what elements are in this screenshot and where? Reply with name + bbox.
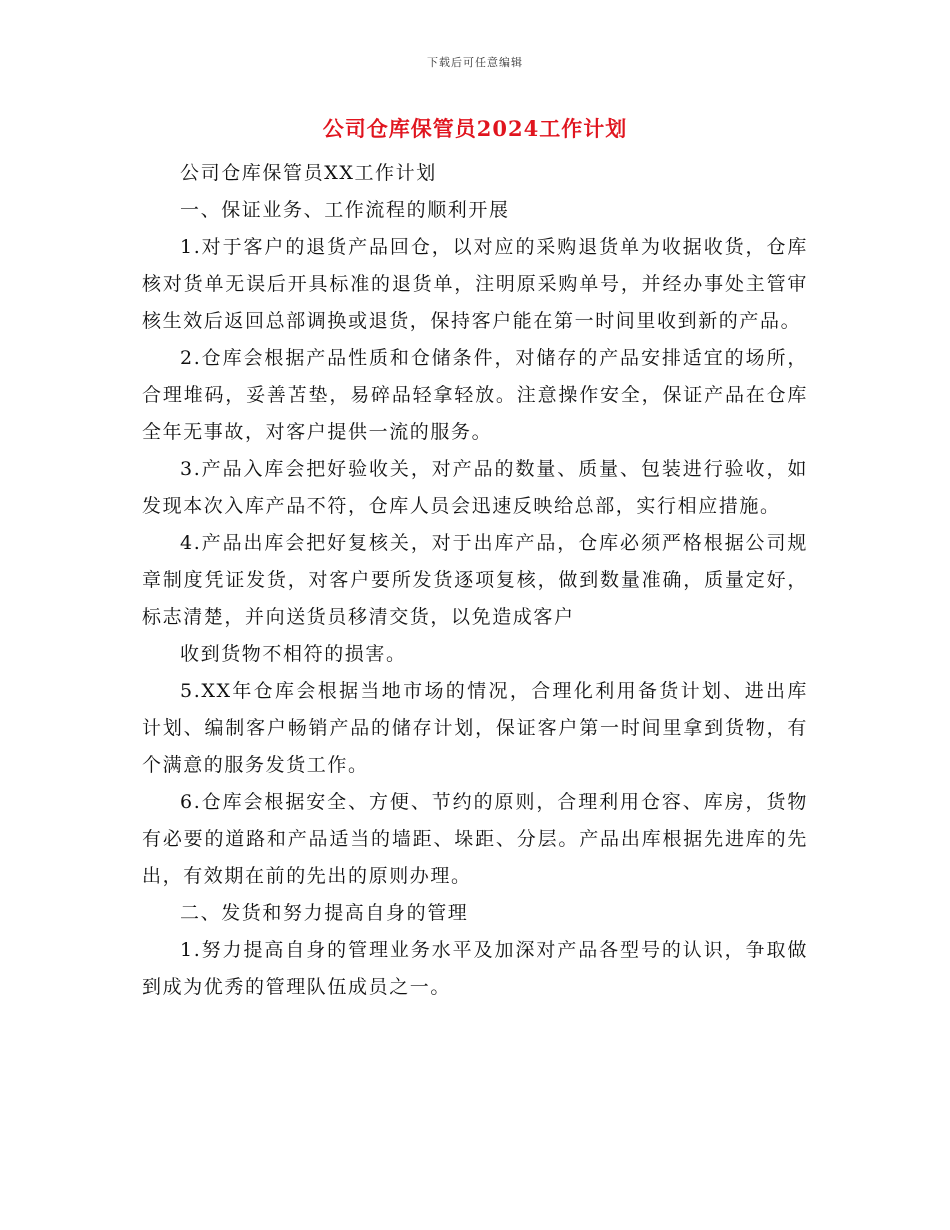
paragraph-continuation: 收到货物不相符的损害。 <box>180 643 407 665</box>
section-heading-1: 一、保证业务、工作流程的顺利开展 <box>180 199 510 221</box>
document-title: 公司仓库保管员2024工作计划 <box>322 116 628 141</box>
paragraph: 2.仓库会根据产品性质和仓储条件，对储存的产品安排适宜的场所，合理堆码，妥善苫垫，易碎品轻拿轻放。注意操作安全，保证产品在仓库全年无事故，对客户提供一流的服务。 <box>142 347 808 443</box>
section-heading-2: 二、发货和努力提高自身的管理 <box>180 902 469 924</box>
header-note: 下载后可任意编辑 <box>427 56 523 69</box>
document-body <box>142 155 808 1006</box>
paragraph: 5.XX年仓库会根据当地市场的情况，合理化利用备货计划、进出库计划、编制客户畅销产品的储存计划，保证客户第一时间里拿到货物，有个满意的服务发货工作。 <box>142 680 808 776</box>
paragraph: 6.仓库会根据安全、方便、节约的原则，合理利用仓容、库房，货物有必要的道路和产品适当的墙距、垛距、分层。产品出库根据先进库的先出，有效期在前的先出的原则办理。 <box>142 791 808 887</box>
paragraph: 1.努力提高自身的管理业务水平及加深对产品各型号的认识，争取做到成为优秀的管理队伍成员之一。 <box>142 939 808 998</box>
paragraph-subtitle: 公司仓库保管员XX工作计划 <box>180 162 437 184</box>
paragraph: 4.产品出库会把好复核关，对于出库产品，仓库必须严格根据公司规章制度凭证发货，对客户要所发货逐项复核，做到数量准确，质量定好，标志清楚，并向送货员移清交货，以免造成客户 <box>142 532 808 628</box>
paragraph: 3.产品入库会把好验收关，对产品的数量、质量、包装进行验收，如发现本次入库产品不符，仓库人员会迅速反映给总部，实行相应措施。 <box>142 458 808 517</box>
paragraph: 1.对于客户的退货产品回仓，以对应的采购退货单为收据收货，仓库核对货单无误后开具标准的退货单，注明原采购单号，并经办事处主管审核生效后返回总部调换或退货，保持客户能在第一时间里收到新的产品。 <box>142 236 808 332</box>
